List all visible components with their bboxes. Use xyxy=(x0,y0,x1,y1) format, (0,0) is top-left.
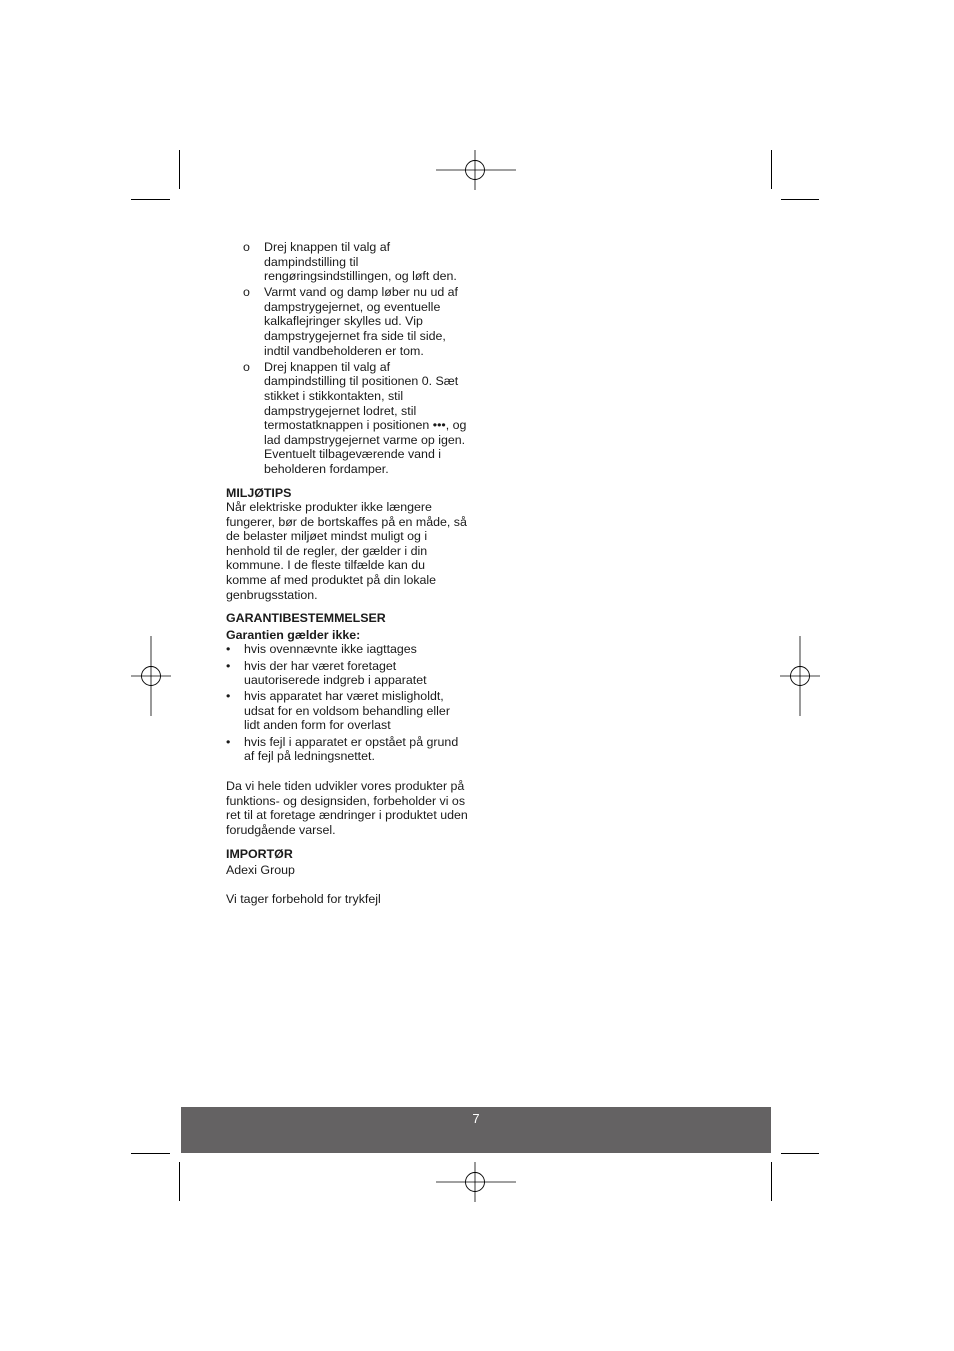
misprint-note: Vi tager forbehold for trykfejl xyxy=(226,891,381,906)
list-marker: o xyxy=(243,285,250,300)
list-marker: o xyxy=(243,359,250,374)
list-item: • hvis apparatet har været misligholdt, udsat for en voldsom behandling eller lidt anden form for overlast xyxy=(226,689,450,733)
footer-bar xyxy=(181,1107,771,1153)
bullet-marker: • xyxy=(226,658,231,673)
warranty-exclusions-list xyxy=(226,642,468,763)
crop-mark xyxy=(131,199,170,200)
environment-text: Når elektriske produkter ikke længere fungerer, bør de bortskaffes på en måde, så de belaster miljøet mindst muligt og i henhold til de regler, der gælder i din kommune. I de fleste tilfælde kan du komme af med produktet på din lokale genbrugsstation. xyxy=(226,500,467,602)
crop-mark xyxy=(179,1162,180,1201)
warranty-subheading: Garantien gælder ikke: xyxy=(226,627,361,642)
registration-mark-icon xyxy=(436,150,516,190)
crop-mark xyxy=(781,199,819,200)
registration-mark-icon xyxy=(131,636,171,716)
crop-mark xyxy=(771,1162,772,1201)
crop-mark xyxy=(179,150,180,189)
crop-mark xyxy=(131,1153,170,1154)
list-marker: o xyxy=(243,240,250,254)
importer-name: Adexi Group xyxy=(226,863,295,878)
page-number: 7 xyxy=(472,1111,480,1126)
crop-mark xyxy=(781,1153,819,1154)
list-item: • hvis ovennævnte ikke iagttages xyxy=(226,642,417,657)
list-item: o Varmt vand og damp løber nu ud af dampstrygejernet, og eventuelle kalkaflejringer skylles ud. Vip dampstrygejernet fra side til side, indtil vandbeholderen er tom. xyxy=(243,285,458,358)
list-item: o Drej knappen til valg af dampindstilling til rengøringsindstillingen, og løft den. xyxy=(243,240,457,284)
importer-heading: IMPORTØR xyxy=(226,846,293,861)
registration-mark-icon xyxy=(780,636,820,716)
document-body xyxy=(226,240,468,906)
cleaning-steps-list xyxy=(226,240,468,477)
bullet-marker: • xyxy=(226,734,231,749)
disclaimer-text: Da vi hele tiden udvikler vores produkter på funktions- og designsiden, forbeholder vi os ret til at foretage ændringer i produktet uden forudgående varsel. xyxy=(226,779,468,837)
warranty-heading: GARANTIBESTEMMELSER xyxy=(226,611,386,626)
bullet-marker: • xyxy=(226,642,231,657)
list-item: o Drej knappen til valg af dampindstilling til positionen 0. Sæt stikket i stikkontakten, stil dampstrygejernet lodret, stil termostatknappen i positionen •••, og lad dampstrygejernet varme op igen. Eventuelt tilbageværende vand i beholderen fordamper. xyxy=(243,359,467,476)
list-item: • hvis fejl i apparatet er opstået på grund af fejl på ledningsnettet. xyxy=(226,734,459,764)
bullet-marker: • xyxy=(226,689,231,704)
registration-mark-icon xyxy=(436,1162,516,1202)
crop-mark xyxy=(771,150,772,189)
list-item: • hvis der har været foretaget uautoriserede indgreb i apparatet xyxy=(226,658,427,688)
environment-heading: MILJØTIPS xyxy=(226,485,292,500)
